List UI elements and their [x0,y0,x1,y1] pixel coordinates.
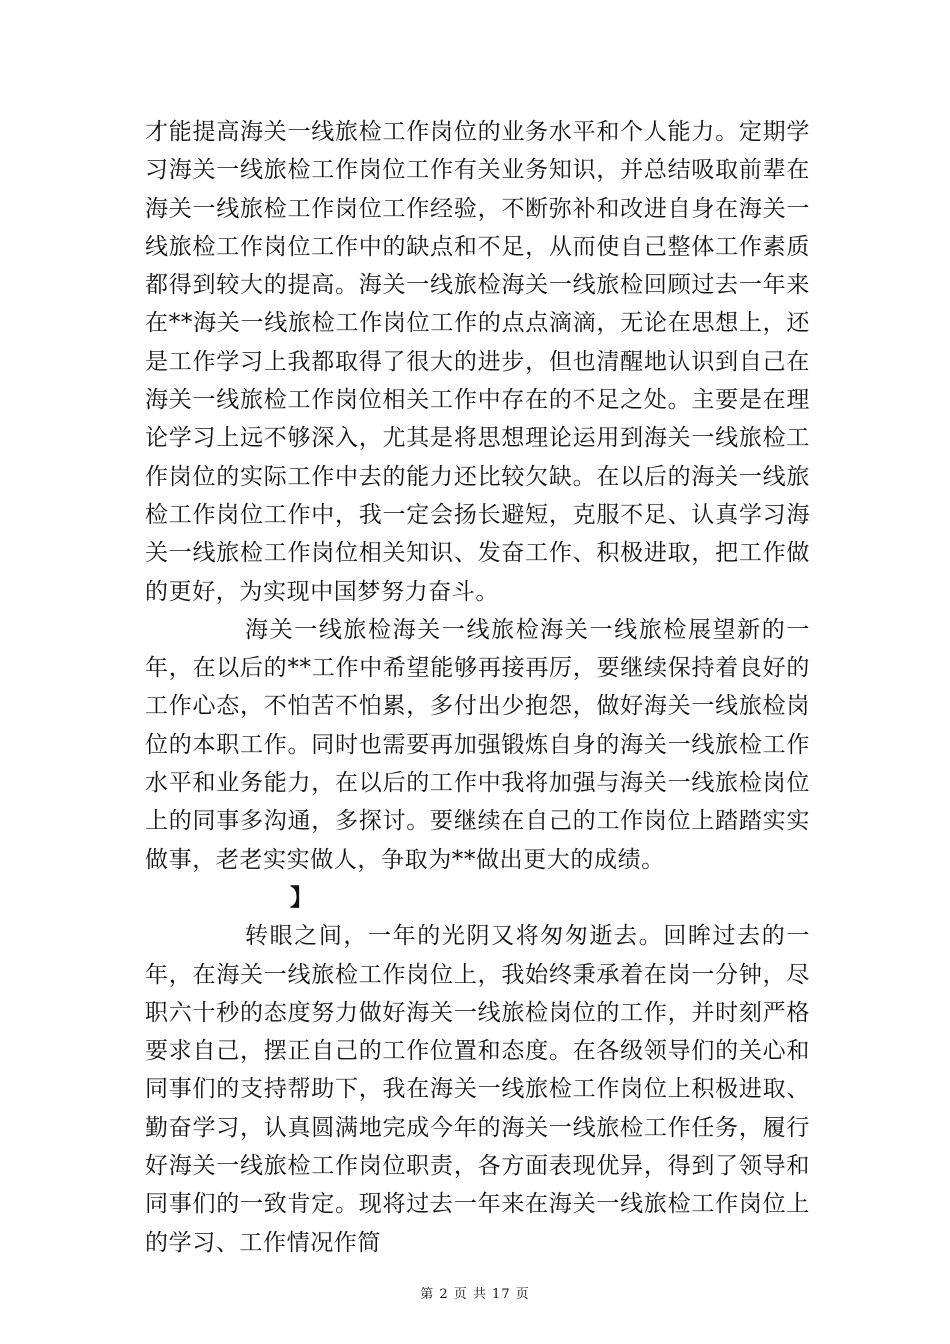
paragraph-outlook: 海关一线旅检海关一线旅检海关一线旅检展望新的一年，在以后的**工作中希望能够再接再厉，要继续保持着良好的工作心态，不怕苦不怕累，多付出少抱怨，做好海关一线旅检岗位的本职工作。同时也需要再加强锻炼自身的海关一线旅检工作水平和业务能力，在以后的工作中我将加强与海关一线旅检岗位上的同事多沟通，多探讨。要继续在自己的工作岗位上踏踏实实做事，老老实实做人，争取为**做出更大的成绩。 [145,616,810,873]
page-number-footer: 第 2 页 共 17 页 [420,1287,530,1302]
paragraph-summary-intro: 转眼之间，一年的光阴又将匆匆逝去。回眸过去的一年，在海关一线旅检工作岗位上，我始终秉承着在岗一分钟，尽职六十秒的态度努力做好海关一线旅检岗位的工作，并时刻严格要求自己，摆正自己的工作位置和态度。在各级领导们的关心和同事们的支持帮助下，我在海关一线旅检工作岗位上积极进取、勤奋学习，认真圆满地完成今年的海关一线旅检工作任务，履行好海关一线旅检工作岗位职责，各方面表现优异，得到了领导和同事们的一致肯定。现将过去一年来在海关一线旅检工作岗位上的学习、工作情况作简 [145,923,810,1256]
document-body [145,113,810,1262]
section-bracket: 】 [290,883,313,911]
paragraph-review: 才能提高海关一线旅检工作岗位的业务水平和个人能力。定期学习海关一线旅检工作岗位工作有关业务知识，并总结吸取前辈在海关一线旅检工作岗位工作经验，不断弥补和改进自身在海关一线旅检工作岗位工作中的缺点和不足，从而使自己整体工作素质都得到较大的提高。海关一线旅检海关一线旅检回顾过去一年来在**海关一线旅检工作岗位工作的点点滴滴，无论在思想上，还是工作学习上我都取得了很大的进步，但也清醒地认识到自己在海关一线旅检工作岗位相关工作中存在的不足之处。主要是在理论学习上远不够深入，尤其是将思想理论运用到海关一线旅检工作岗位的实际工作中去的能力还比较欠缺。在以后的海关一线旅检工作岗位工作中，我一定会扬长避短，克服不足、认真学习海关一线旅检工作岗位相关知识、发奋工作、积极进取，把工作做的更好，为实现中国梦努力奋斗。 [145,119,810,605]
